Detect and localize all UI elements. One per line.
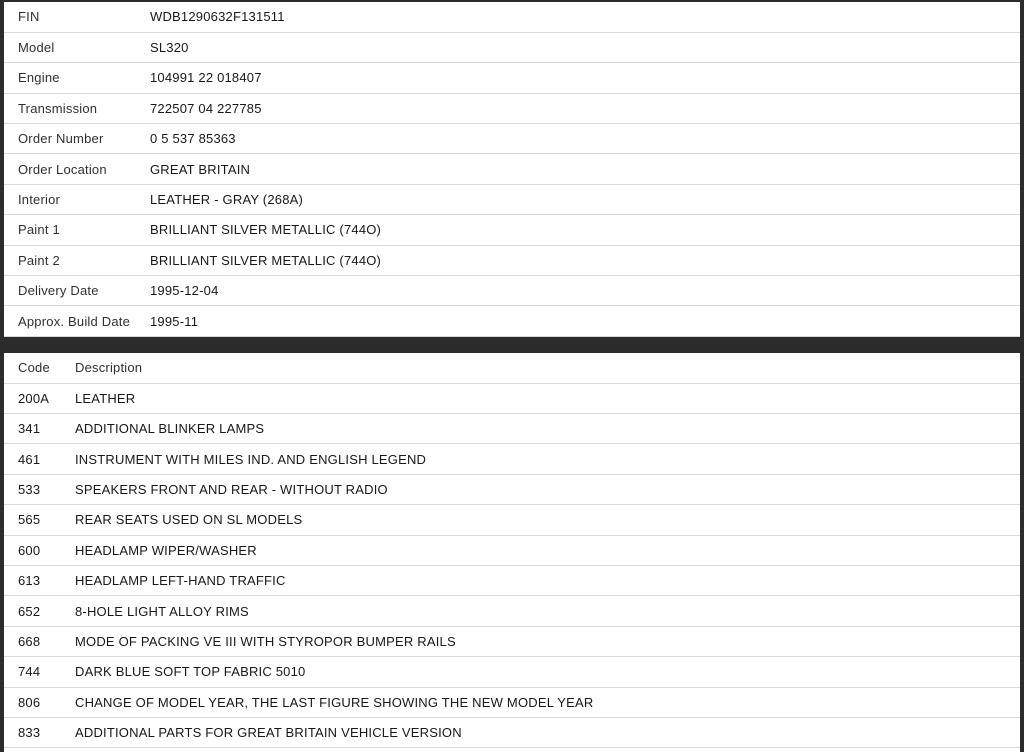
option-code: 565 bbox=[4, 505, 75, 535]
table-row bbox=[4, 596, 1020, 626]
spec-label: FIN bbox=[4, 2, 150, 32]
spec-value: GREAT BRITAIN bbox=[150, 154, 1020, 184]
spec-label: Engine bbox=[4, 63, 150, 93]
table-row bbox=[4, 383, 1020, 413]
table-row bbox=[4, 63, 1020, 93]
option-code: 461 bbox=[4, 444, 75, 474]
option-description: HEADLAMP WIPER/WASHER bbox=[75, 535, 1020, 565]
option-description: HEADLAMP LEFT-HAND TRAFFIC bbox=[75, 566, 1020, 596]
spec-label: Delivery Date bbox=[4, 276, 150, 306]
table-row bbox=[4, 93, 1020, 123]
table-header-row bbox=[4, 353, 1020, 383]
option-code: 200A bbox=[4, 383, 75, 413]
table-row bbox=[4, 444, 1020, 474]
option-description: ADDITIONAL BLINKER LAMPS bbox=[75, 414, 1020, 444]
table-row bbox=[4, 717, 1020, 747]
spec-value: 0 5 537 85363 bbox=[150, 124, 1020, 154]
spec-value: 722507 04 227785 bbox=[150, 93, 1020, 123]
table-row bbox=[4, 414, 1020, 444]
spec-label: Transmission bbox=[4, 93, 150, 123]
option-code: 652 bbox=[4, 596, 75, 626]
table-row bbox=[4, 626, 1020, 656]
spec-value: SL320 bbox=[150, 32, 1020, 62]
option-code: 744 bbox=[4, 657, 75, 687]
table-row bbox=[4, 535, 1020, 565]
table-row bbox=[4, 276, 1020, 306]
table-row bbox=[4, 657, 1020, 687]
spec-label: Order Number bbox=[4, 124, 150, 154]
column-header-description: Description bbox=[75, 353, 1020, 383]
column-header-code: Code bbox=[4, 353, 75, 383]
table-row bbox=[4, 184, 1020, 214]
option-code: 533 bbox=[4, 474, 75, 504]
option-description: 8-HOLE LIGHT ALLOY RIMS bbox=[75, 596, 1020, 626]
spec-value: LEATHER - GRAY (268A) bbox=[150, 184, 1020, 214]
table-row bbox=[4, 687, 1020, 717]
spec-value: BRILLIANT SILVER METALLIC (744O) bbox=[150, 245, 1020, 275]
option-description: MODE OF PACKING VE III WITH STYROPOR BUMPER RAILS bbox=[75, 626, 1020, 656]
table-row bbox=[4, 505, 1020, 535]
spec-label: Paint 2 bbox=[4, 245, 150, 275]
option-code: 613 bbox=[4, 566, 75, 596]
table-row bbox=[4, 306, 1020, 336]
option-code: 668 bbox=[4, 626, 75, 656]
option-description: DARK BLUE SOFT TOP FABRIC 5010 bbox=[75, 657, 1020, 687]
spec-value: 1995-11 bbox=[150, 306, 1020, 336]
section-divider bbox=[0, 337, 1024, 353]
table-row bbox=[4, 32, 1020, 62]
option-code: 806 bbox=[4, 687, 75, 717]
spec-label: Order Location bbox=[4, 154, 150, 184]
option-description: SPEAKERS FRONT AND REAR - WITHOUT RADIO bbox=[75, 474, 1020, 504]
option-code: 833 bbox=[4, 717, 75, 747]
table-row bbox=[4, 154, 1020, 184]
table-row bbox=[4, 124, 1020, 154]
spec-label: Approx. Build Date bbox=[4, 306, 150, 336]
spec-label: Interior bbox=[4, 184, 150, 214]
option-codes-table bbox=[4, 353, 1020, 749]
table-row bbox=[4, 2, 1020, 32]
vehicle-spec-table bbox=[4, 2, 1020, 337]
table-row bbox=[4, 566, 1020, 596]
spec-value: BRILLIANT SILVER METALLIC (744O) bbox=[150, 215, 1020, 245]
spec-label: Model bbox=[4, 32, 150, 62]
spec-value: 1995-12-04 bbox=[150, 276, 1020, 306]
option-description: INSTRUMENT WITH MILES IND. AND ENGLISH LEGEND bbox=[75, 444, 1020, 474]
option-description: CHANGE OF MODEL YEAR, THE LAST FIGURE SHOWING THE NEW MODEL YEAR bbox=[75, 687, 1020, 717]
table-row bbox=[4, 245, 1020, 275]
option-code: 341 bbox=[4, 414, 75, 444]
option-description: LEATHER bbox=[75, 383, 1020, 413]
option-description: ADDITIONAL PARTS FOR GREAT BRITAIN VEHICLE VERSION bbox=[75, 717, 1020, 747]
table-row bbox=[4, 215, 1020, 245]
table-row bbox=[4, 474, 1020, 504]
spec-label: Paint 1 bbox=[4, 215, 150, 245]
spec-value: 104991 22 018407 bbox=[150, 63, 1020, 93]
option-description: REAR SEATS USED ON SL MODELS bbox=[75, 505, 1020, 535]
option-code: 600 bbox=[4, 535, 75, 565]
spec-value: WDB1290632F131511 bbox=[150, 2, 1020, 32]
